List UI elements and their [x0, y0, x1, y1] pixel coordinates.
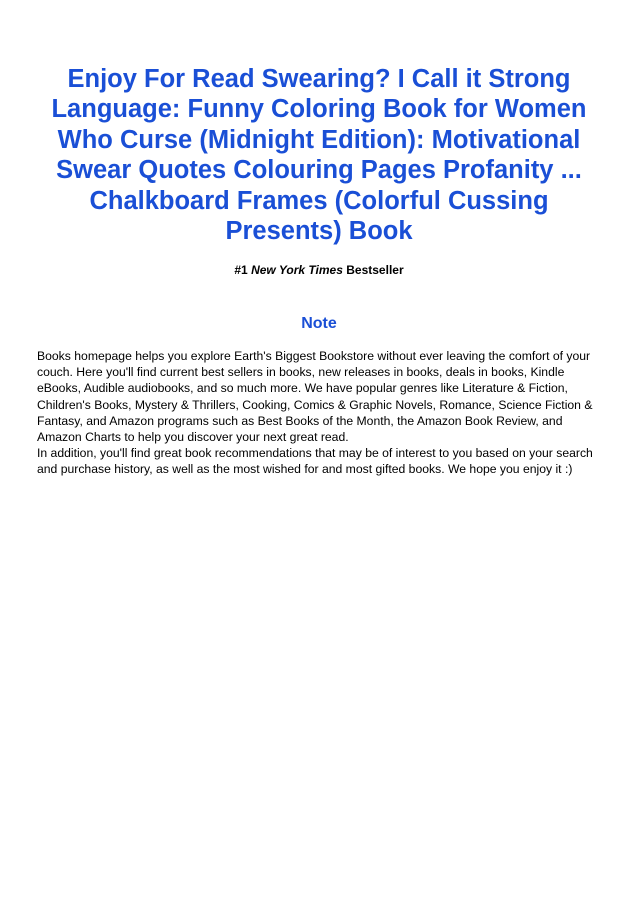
note-heading: Note	[301, 315, 337, 332]
note-body	[37, 348, 603, 478]
note-paragraph: In addition, you'll find great book recommendations that may be of interest to you based on your search and purchase history, as well as the most wished for and most gifted books. We hope you enjoy it :)	[37, 446, 593, 477]
book-title: Enjoy For Read Swearing? I Call it Strong Language: Funny Coloring Book for Women Who Curse (Midnight Edition): Motivational Swear Quotes Colouring Pages Profanity ... Chalkboard Frames (Colorful Cussing Presents) Book	[51, 65, 587, 246]
bestseller-publication: New York Times	[251, 263, 343, 277]
bestseller-rank: #1	[234, 263, 248, 277]
bestseller-label: Bestseller	[346, 263, 404, 277]
note-paragraph: Books homepage helps you explore Earth's Biggest Bookstore without ever leaving the comfort of your couch. Here you'll find current best sellers in books, new releases in books, deals in books, Kindle eBooks, Audible audiobooks, and so much more. We have popular genres like Literature & Fiction, Children's Books, Mystery & Thrillers, Cooking, Comics & Graphic Novels, Romance, Science Fiction & Fantasy, and Amazon programs such as Best Books of the Month, the Amazon Book Review, and Amazon Charts to help you discover your next great read.	[37, 349, 593, 445]
bestseller-line	[36, 262, 602, 278]
